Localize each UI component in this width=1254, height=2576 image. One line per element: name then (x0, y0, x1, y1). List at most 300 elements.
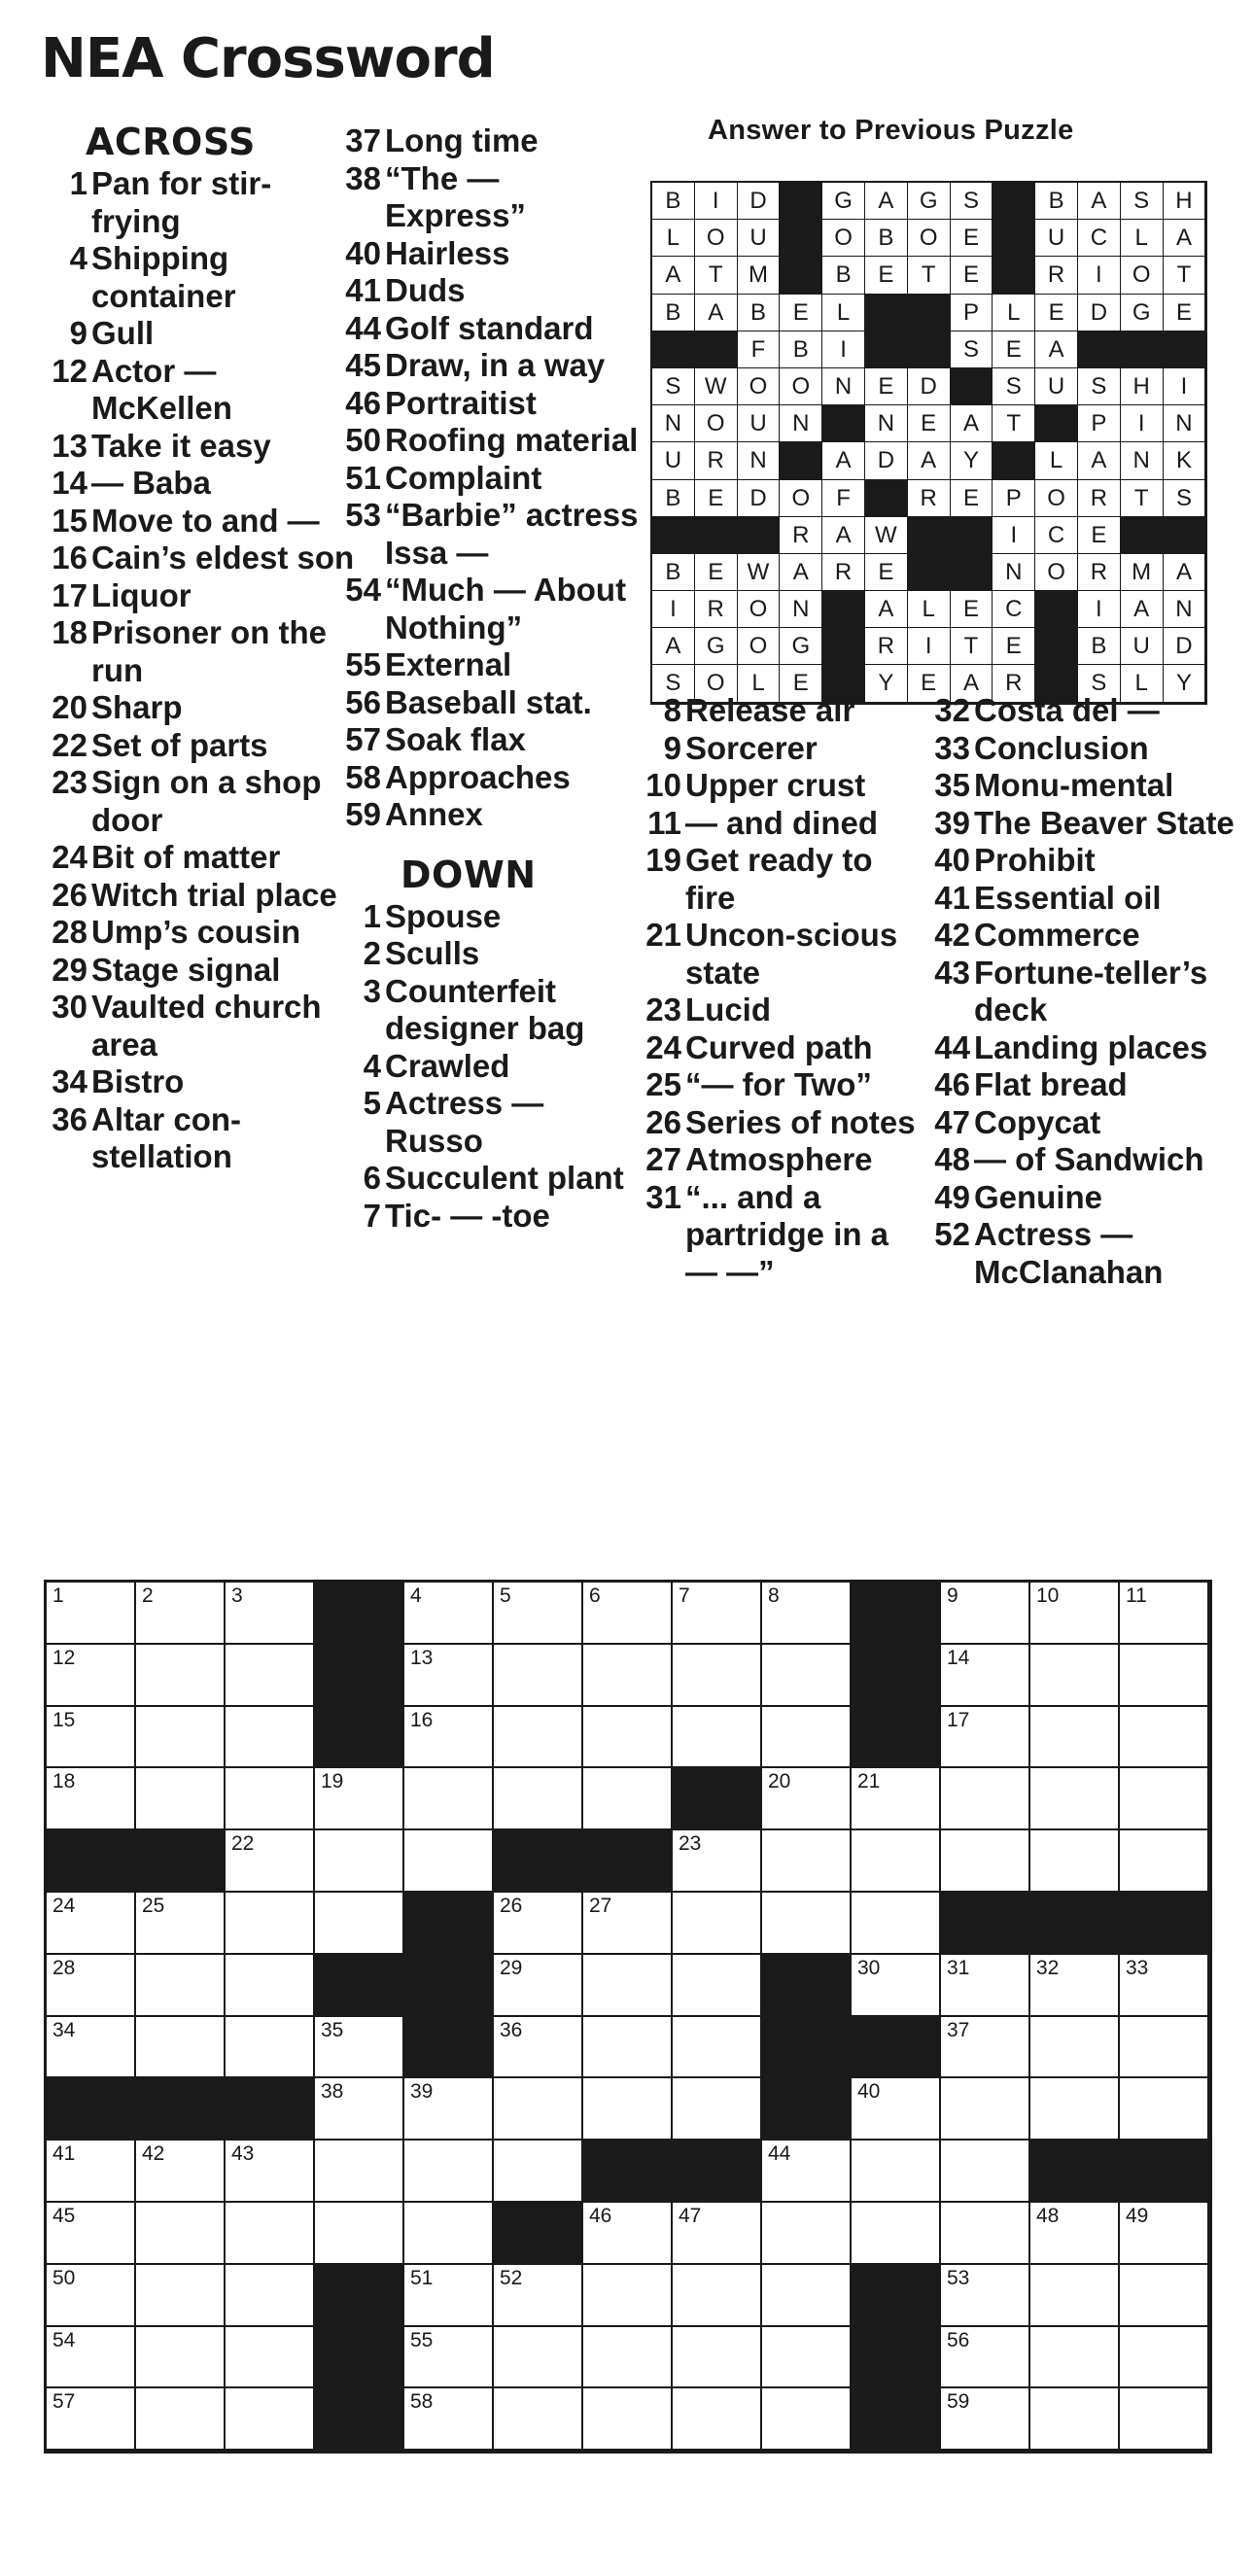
answer-block (695, 331, 738, 368)
grid-cell-number: 48 (1036, 2204, 1060, 2227)
grid-cell[interactable] (762, 1645, 852, 1707)
grid-cell[interactable] (1030, 2203, 1120, 2265)
clue-text: Copycat (974, 1103, 1101, 1140)
grid-cell[interactable] (673, 2203, 762, 2265)
grid-cell[interactable] (941, 1955, 1030, 2017)
grid-cell[interactable] (226, 1645, 315, 1707)
clue-text: Golf standard (385, 309, 594, 346)
grid-cell[interactable] (583, 2327, 673, 2389)
answer-cell: G (908, 183, 951, 220)
grid-cell[interactable] (673, 1830, 762, 1893)
answer-cell: S (1078, 368, 1121, 405)
grid-cell[interactable] (47, 1893, 136, 1955)
grid-cell[interactable] (494, 1893, 583, 1955)
clue-number: 4 (363, 1047, 381, 1084)
grid-cell[interactable] (47, 1707, 136, 1769)
grid-cell[interactable] (1120, 1583, 1209, 1645)
answer-cell: G (822, 183, 865, 220)
answer-cell: I (652, 591, 695, 628)
clue-item (39, 614, 360, 689)
grid-cell[interactable] (941, 1583, 1030, 1645)
answer-cell: I (1121, 405, 1164, 442)
grid-cell[interactable] (494, 2078, 583, 2141)
answer-cell: E (951, 257, 993, 294)
grid-cell[interactable] (673, 2388, 762, 2451)
grid-cell[interactable] (583, 2203, 673, 2265)
answer-cell: N (1121, 442, 1164, 479)
grid-cell[interactable] (47, 2203, 136, 2265)
answer-cell: O (738, 368, 781, 405)
grid-cell[interactable] (941, 1707, 1030, 1769)
grid-cell[interactable] (315, 2078, 404, 2141)
grid-cell[interactable] (494, 2265, 583, 2327)
clue-number: 13 (52, 427, 87, 464)
answer-cell: B (1078, 628, 1121, 665)
answer-cell: A (652, 257, 695, 294)
grid-cell[interactable] (673, 2265, 762, 2327)
grid-cell[interactable] (404, 1768, 494, 1830)
clue-number: 39 (934, 804, 970, 841)
grid-cell[interactable] (1120, 2327, 1209, 2389)
grid-cell[interactable] (1030, 1645, 1120, 1707)
clue-text: Vaulted church area (91, 989, 322, 1062)
answer-cell: D (738, 480, 781, 517)
grid-cell[interactable] (762, 1893, 852, 1955)
answer-block (865, 480, 908, 517)
answer-cell: C (1078, 220, 1121, 257)
answer-cell: N (993, 554, 1035, 591)
answer-block (865, 295, 908, 331)
grid-cell[interactable] (47, 1645, 136, 1707)
grid-cell[interactable] (136, 1893, 226, 1955)
grid-cell[interactable] (226, 2141, 315, 2203)
grid-cell[interactable] (1030, 2327, 1120, 2389)
answer-cell: S (951, 183, 993, 220)
clue-number: 20 (52, 689, 87, 725)
answer-block (951, 517, 993, 554)
clue-text: — and dined (685, 804, 878, 841)
grid-cell[interactable] (226, 2388, 315, 2451)
grid-cell[interactable] (583, 2017, 673, 2079)
clue-text: Altar con-stellation (91, 1100, 242, 1174)
grid-cell[interactable] (226, 2327, 315, 2389)
grid-cell[interactable] (404, 1645, 494, 1707)
clue-item (922, 880, 1242, 918)
grid-cell[interactable] (47, 2327, 136, 2389)
answer-block (780, 442, 822, 479)
answer-block (780, 257, 822, 294)
grid-cell[interactable] (941, 2388, 1030, 2451)
grid-cell[interactable] (47, 2265, 136, 2327)
answer-cell: M (1121, 554, 1164, 591)
grid-cell[interactable] (673, 1707, 762, 1769)
clue-item (39, 540, 360, 577)
grid-cell[interactable] (1120, 2017, 1209, 2079)
answer-cell: N (780, 405, 822, 442)
grid-block (583, 1830, 673, 1893)
grid-cell[interactable] (136, 1583, 226, 1645)
answer-cell: S (1078, 665, 1121, 702)
grid-block (762, 2078, 852, 2141)
grid-cell-number: 10 (1036, 1584, 1060, 1607)
grid-cell[interactable] (583, 1583, 673, 1645)
grid-cell-number: 7 (679, 1584, 690, 1607)
grid-cell[interactable] (852, 1955, 941, 2017)
grid-cell[interactable] (136, 1955, 226, 2017)
grid-cell[interactable] (404, 2141, 494, 2203)
grid-cell[interactable] (47, 1955, 136, 2017)
grid-cell[interactable] (1030, 2265, 1120, 2327)
grid-block (762, 1955, 852, 2017)
answer-cell: R (1078, 554, 1121, 591)
answer-cell: E (780, 295, 822, 331)
grid-cell[interactable] (404, 2265, 494, 2327)
grid-cell[interactable] (136, 1707, 226, 1769)
grid-cell[interactable] (673, 1893, 762, 1955)
clue-item (39, 503, 360, 540)
grid-cell[interactable] (1030, 1768, 1120, 1830)
grid-cell[interactable] (762, 1707, 852, 1769)
grid-cell[interactable] (226, 2017, 315, 2079)
clue-text: “... and a partridge in a — —” (685, 1178, 889, 1290)
answer-cell: D (865, 442, 908, 479)
grid-cell[interactable] (762, 1768, 852, 1830)
answer-cell: P (993, 480, 1035, 517)
grid-cell-number: 4 (410, 1584, 422, 1607)
grid-cell[interactable] (404, 2388, 494, 2451)
clue-number: 1 (363, 897, 381, 934)
grid-cell[interactable] (583, 2265, 673, 2327)
grid-block (583, 2141, 673, 2203)
answer-block (822, 405, 865, 442)
grid-cell[interactable] (673, 2078, 762, 2141)
grid-cell[interactable] (762, 2141, 852, 2203)
grid-cell[interactable] (136, 2017, 226, 2079)
grid-cell[interactable] (1030, 1583, 1120, 1645)
answer-cell: O (738, 628, 781, 665)
grid-cell[interactable] (762, 2388, 852, 2451)
clue-text: Set of parts (91, 726, 268, 763)
grid-cell[interactable] (583, 1768, 673, 1830)
clue-text: Curved path (685, 1028, 873, 1065)
answer-cell: T (993, 405, 1035, 442)
clue-item (39, 315, 360, 353)
grid-cell[interactable] (852, 2078, 941, 2141)
clue-number: 58 (345, 758, 381, 795)
answer-cell: W (865, 517, 908, 554)
grid-cell[interactable] (762, 2265, 852, 2327)
clue-text: Commerce (974, 917, 1140, 953)
clue-text: Tic- — -toe (385, 1197, 550, 1234)
grid-cell[interactable] (136, 2203, 226, 2265)
grid-cell[interactable] (494, 2327, 583, 2389)
grid-cell[interactable] (136, 1645, 226, 1707)
grid-cell[interactable] (1120, 2265, 1209, 2327)
clue-item (633, 1066, 924, 1104)
grid-cell[interactable] (47, 2017, 136, 2079)
grid-cell[interactable] (494, 1707, 583, 1769)
grid-cell[interactable] (1120, 1707, 1209, 1769)
clue-number: 5 (363, 1085, 381, 1121)
grid-cell[interactable] (404, 1830, 494, 1893)
answer-cell: A (951, 405, 993, 442)
answer-cell: N (822, 368, 865, 405)
grid-cell[interactable] (1120, 2388, 1209, 2451)
grid-cell[interactable] (494, 1583, 583, 1645)
clue-number: 22 (52, 726, 87, 763)
grid-cell[interactable] (852, 1830, 941, 1893)
clue-number: 36 (52, 1100, 87, 1137)
grid-cell[interactable] (1120, 1768, 1209, 1830)
clue-text: Gull (91, 315, 155, 351)
grid-cell[interactable] (494, 2141, 583, 2203)
grid-cell[interactable] (673, 1645, 762, 1707)
grid-cell[interactable] (1030, 2388, 1120, 2451)
clue-text: — of Sandwich (974, 1141, 1204, 1177)
grid-cell[interactable] (852, 1768, 941, 1830)
grid-cell[interactable] (47, 1768, 136, 1830)
grid-cell[interactable] (494, 1955, 583, 2017)
grid-cell[interactable] (852, 1893, 941, 1955)
grid-cell[interactable] (1120, 2078, 1209, 2141)
answer-cell: A (1121, 591, 1164, 628)
clue-item (39, 764, 360, 839)
grid-cell[interactable] (226, 1955, 315, 2017)
grid-cell[interactable] (47, 2388, 136, 2451)
grid-cell[interactable] (494, 2017, 583, 2079)
answer-cell: G (1121, 295, 1164, 331)
grid-cell[interactable] (136, 2141, 226, 2203)
answer-cell: L (908, 591, 951, 628)
clue-text: Get ready to fire (685, 842, 873, 916)
clue-item (922, 692, 1242, 730)
clue-item (332, 721, 644, 759)
grid-cell[interactable] (404, 2203, 494, 2265)
grid-cell[interactable] (136, 2388, 226, 2451)
grid-cell-number: 26 (500, 1894, 523, 1917)
grid-cell[interactable] (583, 2078, 673, 2141)
grid-cell[interactable] (941, 2265, 1030, 2327)
clue-item (332, 122, 644, 160)
answer-cell: E (780, 665, 822, 702)
grid-cell[interactable] (762, 2203, 852, 2265)
grid-cell[interactable] (315, 2017, 404, 2079)
clue-number: 9 (663, 729, 681, 766)
grid-cell[interactable] (404, 1583, 494, 1645)
grid-block (1030, 1893, 1120, 1955)
grid-cell[interactable] (583, 1707, 673, 1769)
clue-item (332, 973, 644, 1048)
clue-text: Take it easy (91, 427, 271, 464)
grid-cell[interactable] (404, 2078, 494, 2141)
answer-block (1035, 405, 1078, 442)
grid-cell[interactable] (941, 2327, 1030, 2389)
clue-item (332, 935, 644, 973)
grid-cell[interactable] (941, 2078, 1030, 2141)
clue-number: 53 (345, 497, 381, 533)
grid-cell[interactable] (762, 1830, 852, 1893)
clue-item (922, 842, 1242, 880)
grid-block (315, 1645, 404, 1707)
grid-cell[interactable] (1120, 1830, 1209, 1893)
grid-cell[interactable] (226, 1707, 315, 1769)
grid-cell-number: 2 (142, 1584, 154, 1607)
answer-cell: R (780, 517, 822, 554)
clue-number: 12 (52, 352, 87, 389)
grid-cell[interactable] (404, 1707, 494, 1769)
answer-cell: E (951, 480, 993, 517)
clue-text: Long time (385, 122, 539, 158)
grid-cell[interactable] (226, 2203, 315, 2265)
grid-cell[interactable] (226, 1768, 315, 1830)
answer-cell: T (1121, 480, 1164, 517)
grid-cell[interactable] (315, 1893, 404, 1955)
grid-cell[interactable] (941, 1830, 1030, 1893)
answer-cell: O (1121, 257, 1164, 294)
grid-cell-number: 30 (857, 1956, 881, 1979)
grid-cell[interactable] (136, 2327, 226, 2389)
clue-item (633, 1104, 924, 1142)
answer-cell: I (695, 183, 738, 220)
grid-cell[interactable] (673, 2327, 762, 2389)
clue-text: Stage signal (91, 951, 281, 988)
answer-block (822, 628, 865, 665)
grid-cell[interactable] (136, 1768, 226, 1830)
grid-cell[interactable] (1030, 1830, 1120, 1893)
grid-cell[interactable] (494, 2388, 583, 2451)
grid-cell[interactable] (47, 2141, 136, 2203)
grid-cell[interactable] (852, 2203, 941, 2265)
answer-cell: E (951, 220, 993, 257)
answer-cell: N (865, 405, 908, 442)
grid-cell[interactable] (941, 1645, 1030, 1707)
answer-cell: I (822, 331, 865, 368)
answer-block (951, 368, 993, 405)
clue-text: Sorcerer (685, 729, 818, 766)
grid-cell[interactable] (583, 1645, 673, 1707)
answer-cell: O (695, 220, 738, 257)
grid-cell[interactable] (583, 1893, 673, 1955)
grid-block (315, 2327, 404, 2389)
answer-cell: E (695, 480, 738, 517)
grid-cell[interactable] (1030, 2078, 1120, 2141)
answer-cell: E (993, 628, 1035, 665)
grid-cell[interactable] (226, 1830, 315, 1893)
grid-block (404, 1955, 494, 2017)
clue-number: 47 (934, 1103, 970, 1140)
grid-block (494, 1830, 583, 1893)
grid-cell-number: 38 (321, 2080, 344, 2104)
grid-cell[interactable] (404, 2327, 494, 2389)
clue-item (332, 460, 644, 498)
grid-block (1120, 1893, 1209, 1955)
clue-item (39, 952, 360, 990)
grid-cell[interactable] (494, 1645, 583, 1707)
grid-cell[interactable] (1120, 1645, 1209, 1707)
answer-cell: Y (865, 665, 908, 702)
answer-cell: S (652, 368, 695, 405)
grid-cell[interactable] (852, 2141, 941, 2203)
clue-text: Hairless (385, 234, 510, 271)
grid-cell[interactable] (47, 1583, 136, 1645)
grid-cell[interactable] (941, 1768, 1030, 1830)
clue-text: Ump’s cousin (91, 914, 301, 950)
grid-cell[interactable] (315, 1768, 404, 1830)
clue-number: 23 (52, 764, 87, 800)
down-clue-list (633, 692, 924, 1291)
grid-cell[interactable] (226, 2265, 315, 2327)
clue-item (332, 796, 644, 834)
grid-cell[interactable] (941, 2141, 1030, 2203)
answer-block (1164, 517, 1206, 554)
clue-text: The Beaver State (974, 804, 1235, 841)
answer-cell: A (908, 442, 951, 479)
grid-cell[interactable] (941, 2203, 1030, 2265)
grid-cell[interactable] (315, 2203, 404, 2265)
clue-number: 37 (345, 122, 381, 158)
answer-cell: A (822, 442, 865, 479)
grid-cell[interactable] (673, 2017, 762, 2079)
down-clue-list (922, 692, 1242, 1291)
answer-cell: T (1164, 257, 1206, 294)
grid-cell[interactable] (673, 1955, 762, 2017)
answer-cell: M (738, 257, 781, 294)
grid-cell[interactable] (494, 1768, 583, 1830)
clue-text: Release air (685, 692, 855, 728)
clue-text: Move to and — (91, 502, 320, 539)
clue-number: 26 (52, 876, 87, 913)
grid-cell[interactable] (1030, 1707, 1120, 1769)
grid-cell-number: 33 (1126, 1956, 1149, 1979)
grid-cell[interactable] (762, 1583, 852, 1645)
grid-cell[interactable] (1120, 1955, 1209, 2017)
grid-cell[interactable] (1030, 1955, 1120, 2017)
across-clues-column-2 (332, 122, 644, 1235)
clue-text: External (385, 646, 512, 682)
grid-cell[interactable] (583, 2388, 673, 2451)
clue-number: 31 (645, 1178, 681, 1215)
answer-cell: I (908, 628, 951, 665)
grid-cell[interactable] (941, 2017, 1030, 2079)
clue-text: Counterfeit designer bag (385, 972, 585, 1046)
answer-cell: B (822, 257, 865, 294)
grid-cell[interactable] (673, 1583, 762, 1645)
answer-block (1121, 331, 1164, 368)
answer-block (780, 183, 822, 220)
grid-cell[interactable] (583, 1955, 673, 2017)
grid-cell[interactable] (226, 1583, 315, 1645)
down-clue-list (332, 898, 644, 1236)
grid-cell[interactable] (762, 2327, 852, 2389)
clue-item (922, 767, 1242, 805)
grid-cell[interactable] (136, 2265, 226, 2327)
grid-cell[interactable] (315, 2141, 404, 2203)
clue-number: 56 (345, 683, 381, 720)
answer-cell: B (652, 295, 695, 331)
clue-text: Shipping container (91, 240, 236, 314)
grid-block (136, 1830, 226, 1893)
grid-cell-number: 51 (410, 2266, 434, 2289)
grid-cell[interactable] (1030, 2017, 1120, 2079)
grid-cell[interactable] (226, 1893, 315, 1955)
grid-cell[interactable] (1120, 2203, 1209, 2265)
grid-cell-number: 5 (500, 1584, 511, 1607)
grid-cell-number: 14 (947, 1646, 970, 1669)
grid-cell-number: 35 (321, 2018, 344, 2041)
clue-item (633, 1179, 924, 1292)
grid-cell[interactable] (315, 1830, 404, 1893)
grid-cell-number: 24 (52, 1894, 76, 1917)
